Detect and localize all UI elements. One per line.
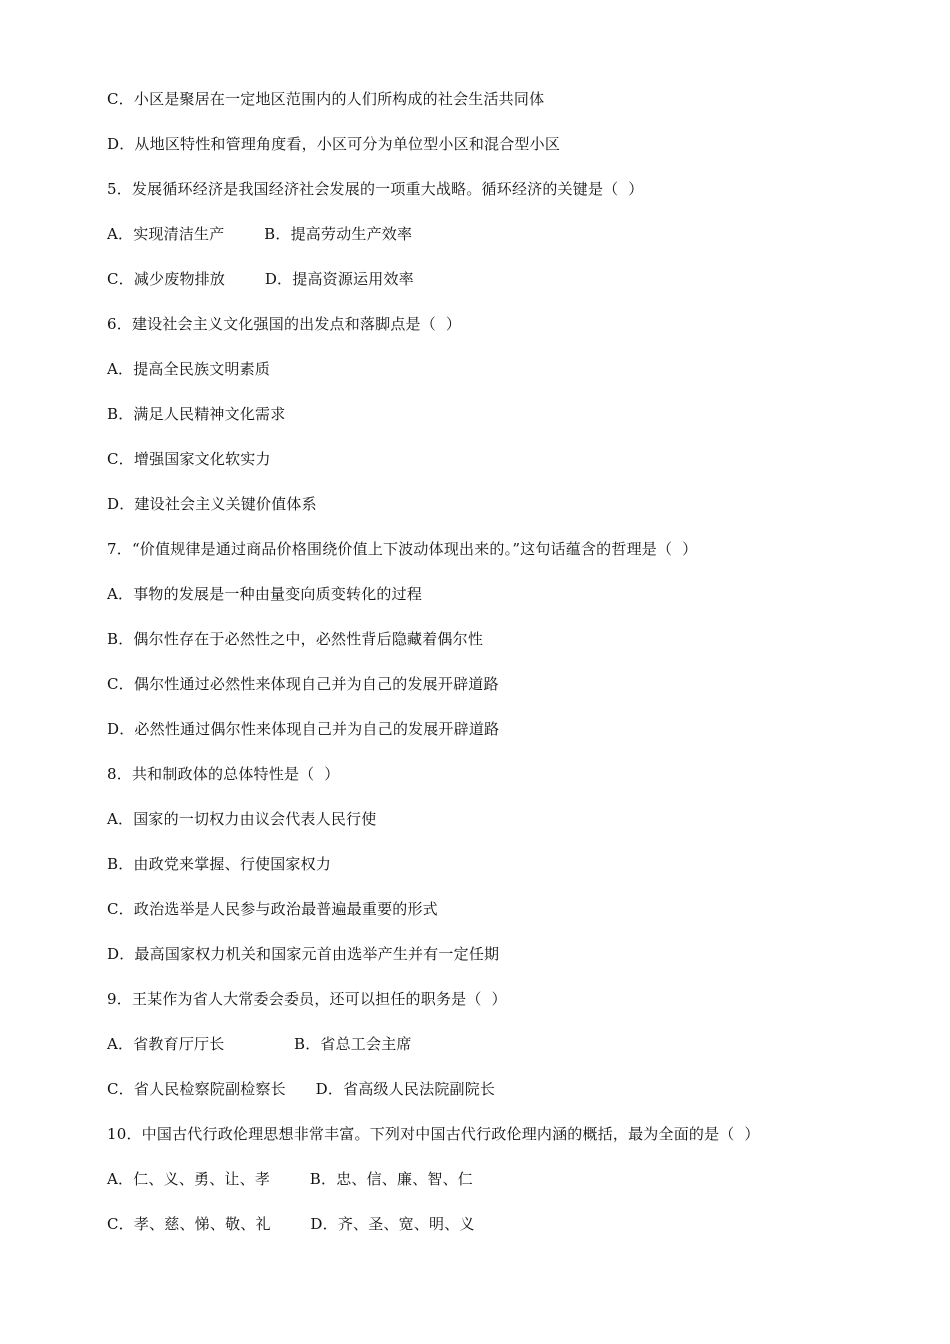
option-line: C．孝、慈、悌、敬、礼 D．齐、圣、宽、明、义 <box>107 1215 475 1233</box>
option-line: A．提高全民族文明素质 <box>107 360 271 378</box>
option-line: D．建设社会主义关键价值体系 <box>107 495 317 513</box>
question-line: 6．建设社会主义文化强国的出发点和落脚点是（ ） <box>107 315 462 333</box>
option-line: A．事物的发展是一种由量变向质变转化的过程 <box>107 585 423 603</box>
question-line: 9．王某作为省人大常委会委员，还可以担任的职务是（ ） <box>107 990 507 1008</box>
option-line: C．减少废物排放 D．提高资源运用效率 <box>107 270 414 288</box>
option-line: D．从地区特性和管理角度看，小区可分为单位型小区和混合型小区 <box>107 135 561 153</box>
option-line: C．增强国家文化软实力 <box>107 450 271 468</box>
question-line: 8．共和制政体的总体特性是（ ） <box>107 765 340 783</box>
question-line: 7．“价值规律是通过商品价格围绕价值上下波动体现出来的。”这句话蕴含的哲理是（ ） <box>107 540 698 558</box>
option-line: B．偶尔性存在于必然性之中，必然性背后隐藏着偶尔性 <box>107 630 484 648</box>
option-line: A．仁、义、勇、让、孝 B．忠、信、廉、智、仁 <box>107 1170 474 1188</box>
option-line: D．必然性通过偶尔性来体现自己并为自己的发展开辟道路 <box>107 720 500 738</box>
option-line: A．实现清洁生产 B．提高劳动生产效率 <box>107 225 413 243</box>
option-line: A．国家的一切权力由议会代表人民行使 <box>107 810 377 828</box>
option-line: B．满足人民精神文化需求 <box>107 405 286 423</box>
option-line: B．由政党来掌握、行使国家权力 <box>107 855 332 873</box>
option-line: C．政治选举是人民参与政治最普遍最重要的形式 <box>107 900 438 918</box>
option-line: C．小区是聚居在一定地区范围内的人们所构成的社会生活共同体 <box>107 90 545 108</box>
question-line: 10．中国古代行政伦理思想非常丰富。下列对中国古代行政伦理内涵的概括，最为全面的是（ ） <box>107 1125 760 1143</box>
question-line: 5．发展循环经济是我国经济社会发展的一项重大战略。循环经济的关键是（ ） <box>107 180 644 198</box>
option-line: D．最高国家权力机关和国家元首由选举产生并有一定任期 <box>107 945 500 963</box>
option-line: C．偶尔性通过必然性来体现自己并为自己的发展开辟道路 <box>107 675 499 693</box>
option-line: A．省教育厅厅长 B．省总工会主席 <box>107 1035 412 1053</box>
option-line: C．省人民检察院副检察长 D．省高级人民法院副院长 <box>107 1080 496 1098</box>
